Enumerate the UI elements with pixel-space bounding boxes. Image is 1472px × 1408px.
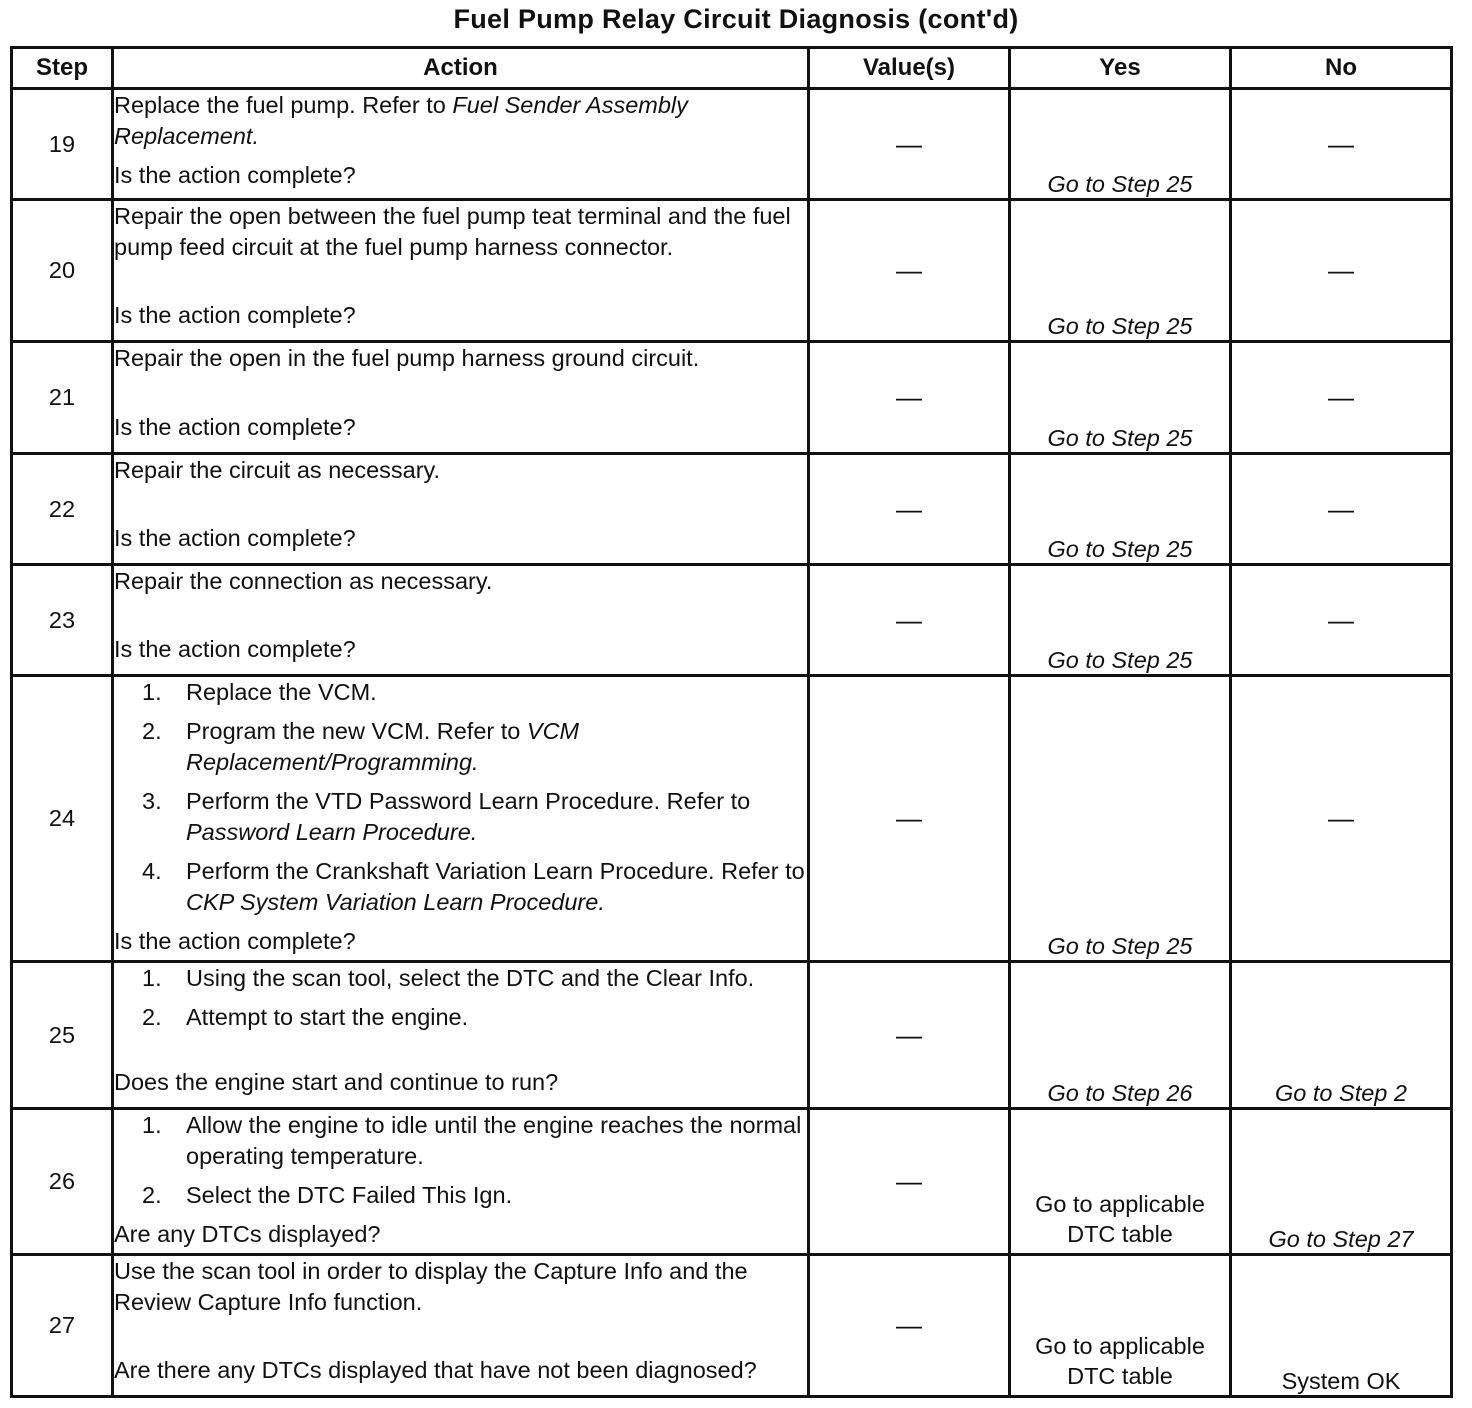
step-item-text (186, 716, 807, 778)
step-item-text (186, 1180, 512, 1211)
action-paragraph (114, 1256, 807, 1318)
action-steps-list (114, 1110, 807, 1211)
action-text: Perform the Crankshaft Variation Learn Procedure. Refer to (186, 858, 805, 884)
yes-cell: Go to Step 25 (1010, 342, 1231, 454)
reference-link-text: CKP System Variation Learn Procedure. (186, 889, 605, 915)
value-cell: — (809, 454, 1010, 565)
table-row (12, 1255, 1452, 1397)
action-question: Is the action complete? (114, 525, 356, 551)
diagnosis-table (10, 46, 1453, 1398)
action-text: Attempt to start the engine. (186, 1004, 469, 1030)
step-item-number: 1. (142, 679, 162, 705)
action-instructions (114, 201, 807, 271)
value-cell: — (809, 962, 1010, 1109)
table-row (12, 1109, 1452, 1255)
action-question: Is the action complete? (114, 162, 356, 188)
step-item-number: 2. (142, 718, 162, 744)
no-cell: — (1231, 454, 1452, 565)
yes-cell: Go to applicable DTC table (1010, 1109, 1231, 1255)
action-question: Is the action complete? (114, 302, 356, 328)
step-number: 24 (12, 676, 113, 962)
action-content (114, 90, 807, 189)
step-number: 19 (12, 89, 113, 200)
action-text: Repair the circuit as necessary. (114, 457, 441, 483)
header-row (12, 48, 1452, 89)
action-instructions (114, 677, 807, 926)
action-steps-list (114, 963, 807, 1033)
table-row (12, 200, 1452, 342)
reference-link-text: VCM Replacement/Programming. (186, 718, 580, 775)
action-text: Replace the fuel pump. Refer to (114, 92, 453, 118)
yes-cell: Go to Step 25 (1010, 454, 1231, 565)
step-item-number: 2. (142, 1182, 162, 1208)
step-number: 26 (12, 1109, 113, 1255)
action-cell (113, 89, 809, 200)
action-step-item (142, 716, 807, 778)
action-step-item (142, 786, 807, 848)
action-content (114, 201, 807, 331)
value-cell: — (809, 565, 1010, 676)
yes-cell: Go to Step 25 (1010, 565, 1231, 676)
action-step-item (142, 1110, 807, 1172)
action-paragraph (114, 566, 807, 597)
table-row (12, 676, 1452, 962)
action-step-item (142, 1002, 807, 1033)
action-paragraph (114, 343, 807, 374)
step-number: 20 (12, 200, 113, 342)
action-cell (113, 342, 809, 454)
action-cell (113, 454, 809, 565)
action-instructions (114, 566, 807, 605)
header-step: Step (12, 48, 113, 89)
action-paragraph (114, 201, 807, 263)
action-content (114, 343, 807, 443)
table-row (12, 454, 1452, 565)
no-cell: — (1231, 565, 1452, 676)
action-cell (113, 962, 809, 1109)
step-number: 21 (12, 342, 113, 454)
step-number: 22 (12, 454, 113, 565)
yes-cell: Go to Step 25 (1010, 200, 1231, 342)
action-question: Is the action complete? (114, 636, 356, 662)
action-content (114, 455, 807, 554)
step-item-text (186, 1002, 468, 1033)
step-item-number: 1. (142, 965, 162, 991)
action-cell (113, 1109, 809, 1255)
step-item-number: 1. (142, 1112, 162, 1138)
step-item-text (186, 786, 807, 848)
step-item-text (186, 856, 807, 918)
step-item-number: 2. (142, 1004, 162, 1030)
table-row (12, 565, 1452, 676)
step-number: 25 (12, 962, 113, 1109)
action-text: Perform the VTD Password Learn Procedure. Refer to (186, 788, 751, 814)
action-step-item (142, 1180, 807, 1211)
value-cell: — (809, 1109, 1010, 1255)
action-cell (113, 1255, 809, 1397)
action-instructions (114, 963, 807, 1041)
yes-cell: Go to applicable DTC table (1010, 1255, 1231, 1397)
action-text: Repair the connection as necessary. (114, 568, 493, 594)
step-item-text (186, 1110, 807, 1172)
action-instructions (114, 90, 807, 160)
action-paragraph (114, 90, 807, 152)
action-text: Use the scan tool in order to display the Capture Info and the Review Capture Info function. (114, 1258, 748, 1315)
yes-cell: Go to Step 25 (1010, 676, 1231, 962)
no-cell: — (1231, 342, 1452, 454)
reference-link-text: Password Learn Procedure. (186, 819, 478, 845)
value-cell: — (809, 1255, 1010, 1397)
step-item-number: 3. (142, 788, 162, 814)
step-number: 23 (12, 565, 113, 676)
action-step-item (142, 677, 807, 708)
action-content (114, 677, 807, 954)
action-question: Is the action complete? (114, 928, 356, 954)
page-title: Fuel Pump Relay Circuit Diagnosis (cont'd) (453, 4, 1019, 34)
action-text: Program the new VCM. Refer to (186, 718, 527, 744)
reference-link-text: Fuel Sender Assembly Replacement. (114, 92, 688, 149)
action-step-item (142, 963, 807, 994)
yes-cell: Go to Step 25 (1010, 89, 1231, 200)
no-cell: Go to Step 27 (1231, 1109, 1452, 1255)
action-content (114, 963, 807, 1098)
action-question: Are there any DTCs displayed that have not been diagnosed? (114, 1357, 757, 1383)
action-step-item (142, 856, 807, 918)
action-text: Repair the open between the fuel pump teat terminal and the fuel pump feed circuit at the fuel pump harness connector. (114, 203, 791, 260)
action-content (114, 1256, 807, 1386)
action-cell (113, 565, 809, 676)
header-action: Action (113, 48, 809, 89)
value-cell: — (809, 342, 1010, 454)
table-row (12, 89, 1452, 200)
no-cell: — (1231, 200, 1452, 342)
no-cell: — (1231, 676, 1452, 962)
action-cell (113, 200, 809, 342)
header-yes: Yes (1010, 48, 1231, 89)
header-no: No (1231, 48, 1452, 89)
no-cell: — (1231, 89, 1452, 200)
no-cell: System OK (1231, 1255, 1452, 1397)
action-content (114, 1110, 807, 1247)
action-text: Allow the engine to idle until the engine reaches the normal operating temperature. (186, 1112, 802, 1169)
action-question: Does the engine start and continue to run? (114, 1069, 559, 1095)
step-number: 27 (12, 1255, 113, 1397)
action-text: Using the scan tool, select the DTC and the Clear Info. (186, 965, 755, 991)
action-content (114, 566, 807, 665)
value-cell: — (809, 89, 1010, 200)
header-values: Value(s) (809, 48, 1010, 89)
step-item-number: 4. (142, 858, 162, 884)
action-steps-list (114, 677, 807, 918)
table-row (12, 342, 1452, 454)
table-row (12, 962, 1452, 1109)
action-cell (113, 676, 809, 962)
action-instructions (114, 1110, 807, 1219)
no-cell: Go to Step 2 (1231, 962, 1452, 1109)
action-instructions (114, 1256, 807, 1326)
yes-cell: Go to Step 26 (1010, 962, 1231, 1109)
action-text: Repair the open in the fuel pump harness ground circuit. (114, 345, 700, 371)
action-question: Is the action complete? (114, 414, 356, 440)
value-cell: — (809, 200, 1010, 342)
value-cell: — (809, 676, 1010, 962)
step-item-text (186, 677, 377, 708)
action-instructions (114, 343, 807, 382)
action-instructions (114, 455, 807, 494)
action-text: Select the DTC Failed This Ign. (186, 1182, 513, 1208)
step-item-text (186, 963, 754, 994)
table-body (12, 89, 1452, 1397)
action-text: Replace the VCM. (186, 679, 377, 705)
action-paragraph (114, 455, 807, 486)
action-question: Are any DTCs displayed? (114, 1221, 381, 1247)
